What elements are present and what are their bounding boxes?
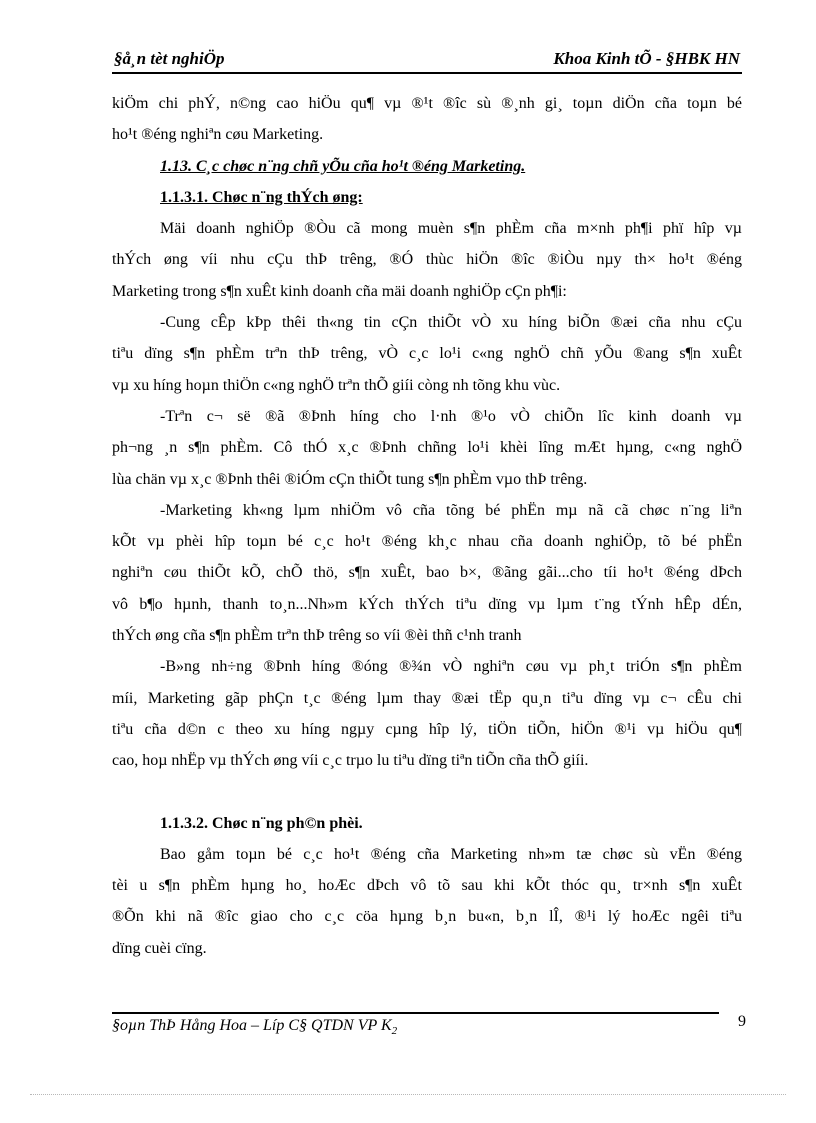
body-line: ®Õn khi nã ®îc giao cho c¸c cöa hµng b¸n bu«n, b¸n lÎ, ®¹i lý hoÆc ngêi tiªu <box>112 908 742 926</box>
body-line: tiªu dïng s¶n phÈm trªn thÞ trêng, vÒ c¸c lo¹i c«ng nghÖ chñ yÕu ®ang s¶n xuÊt <box>112 345 742 363</box>
footer-author-text: §oµn ThÞ Hång Hoa – Líp C§ QTDN VP K <box>112 1017 392 1034</box>
body-line: thÝch øng cña s¶n phÈm trªn thÞ trêng so víi ®èi thñ c¹nh tranh <box>112 627 522 645</box>
body-line: cao, hoµ nhËp vµ thÝch øng víi c¸c trµo lu tiªu dïng tiªn tiÕn cña thÕ giíi. <box>112 752 589 770</box>
footer-author <box>112 1017 397 1037</box>
body-line: dïng cuèi cïng. <box>112 939 207 957</box>
body-line: ph¬ng ¸n s¶n phÈm. Cô thÓ x¸c ®Þnh chñng lo¹i khèi lîng mÆt hµng, c«ng nghÖ <box>112 439 742 457</box>
document-body <box>112 88 742 964</box>
page-break-dotted-line <box>30 1094 786 1095</box>
page-number: 9 <box>738 1013 746 1030</box>
header-right-text: Khoa Kinh tÕ - §HBK HN <box>553 49 740 68</box>
body-line: Bao gåm toµn bé c¸c ho¹t ®éng cña Marketing nh»m tæ chøc sù vËn ®éng <box>160 845 742 863</box>
body-line: lùa chän vµ x¸c ®Þnh thêi ®iÓm cÇn thiÕt tung s¶n phÈm vµo thÞ trêng. <box>112 470 588 488</box>
body-line: tiªu cña d©n c theo xu híng ngµy cµng hîp lý, tiÖn tiÕn, hiÖn ®¹i vµ hiÖu qu¶ <box>112 720 742 738</box>
footer-rule <box>112 1012 719 1014</box>
body-line: kiÖm chi phÝ, n©ng cao hiÖu qu¶ vµ ®¹t ®îc sù ®¸nh gi¸ toµn diÖn cña toµn bé <box>112 95 742 112</box>
footer-subscript: 2 <box>391 1025 398 1038</box>
subsection-heading-1-1-3-2: 1.1.3.2. Chøc n¨ng ph©n phèi. <box>160 814 363 832</box>
header-left-text: §å¸n tèt nghiÖp <box>114 49 225 68</box>
body-line: vô b¶o hµnh, thanh to¸n...Nh»m kÝch thÝch tiªu dïng vµ lµm t¨ng tÝnh hÊp dÉn, <box>112 595 742 613</box>
paragraph-gap <box>112 777 742 808</box>
body-line: kÕt vµ phèi hîp toµn bé c¸c ho¹t ®éng kh¸c nhau cña doanh nghiÖp, tõ bé phËn <box>112 533 742 551</box>
body-line: thÝch øng víi nhu cÇu thÞ trêng, ®Ó thùc hiÖn ®îc ®iÒu nµy th× ho¹t ®éng <box>112 251 742 269</box>
body-line: tèi u s¶n phÈm hµng ho¸ hoÆc dÞch vô tõ sau khi kÕt thóc qu¸ tr×nh s¶n xuÊt <box>112 877 742 895</box>
body-line: -B»ng nh÷ng ®Þnh híng ®óng ®¾n vÒ nghiªn cøu vµ ph¸t triÓn s¶n phÈm <box>160 658 742 676</box>
subsection-heading-1-1-3-1: 1.1.3.1. Chøc n¨ng thÝch øng: <box>160 188 363 206</box>
body-line: ho¹t ®éng nghiªn cøu Marketing. <box>112 126 324 144</box>
body-line: míi, Marketing gãp phÇn t¸c ®éng lµm thay ®æi tËp qu¸n tiªu dïng vµ c¬ cÊu chi <box>112 689 742 707</box>
body-line: Mäi doanh nghiÖp ®Òu cã mong muèn s¶n phÈm cña m×nh ph¶i phï hîp vµ <box>160 220 742 238</box>
body-line: nghiªn cøu thiÕt kÕ, chÕ thö, s¶n xuÊt, bao b×, ®ãng gãi...cho tíi ho¹t ®éng dÞch <box>112 564 742 582</box>
body-line: -Marketing kh«ng lµm nhiÖm vô cña tõng bé phËn mµ nã cã chøc n¨ng liªn <box>160 501 742 519</box>
body-line: vµ xu híng hoµn thiÖn c«ng nghÖ trªn thÕ giíi còng nh tõng khu vùc. <box>112 376 561 394</box>
page-header <box>112 46 742 74</box>
body-line: Marketing trong s¶n xuÊt kinh doanh cña mäi doanh nghiÖp cÇn ph¶i: <box>112 282 567 300</box>
body-line: -Trªn c¬ së ®ã ®Þnh híng cho l·nh ®¹o vÒ chiÕn lîc kinh doanh vµ <box>160 407 742 425</box>
body-line: -Cung cÊp kÞp thêi th«ng tin cÇn thiÕt vÒ xu híng biÕn ®æi cña nhu cÇu <box>160 314 742 332</box>
section-heading-1-13: 1.13. C¸c chøc n¨ng chñ yÕu cña ho¹t ®éng Marketing. <box>160 157 526 175</box>
